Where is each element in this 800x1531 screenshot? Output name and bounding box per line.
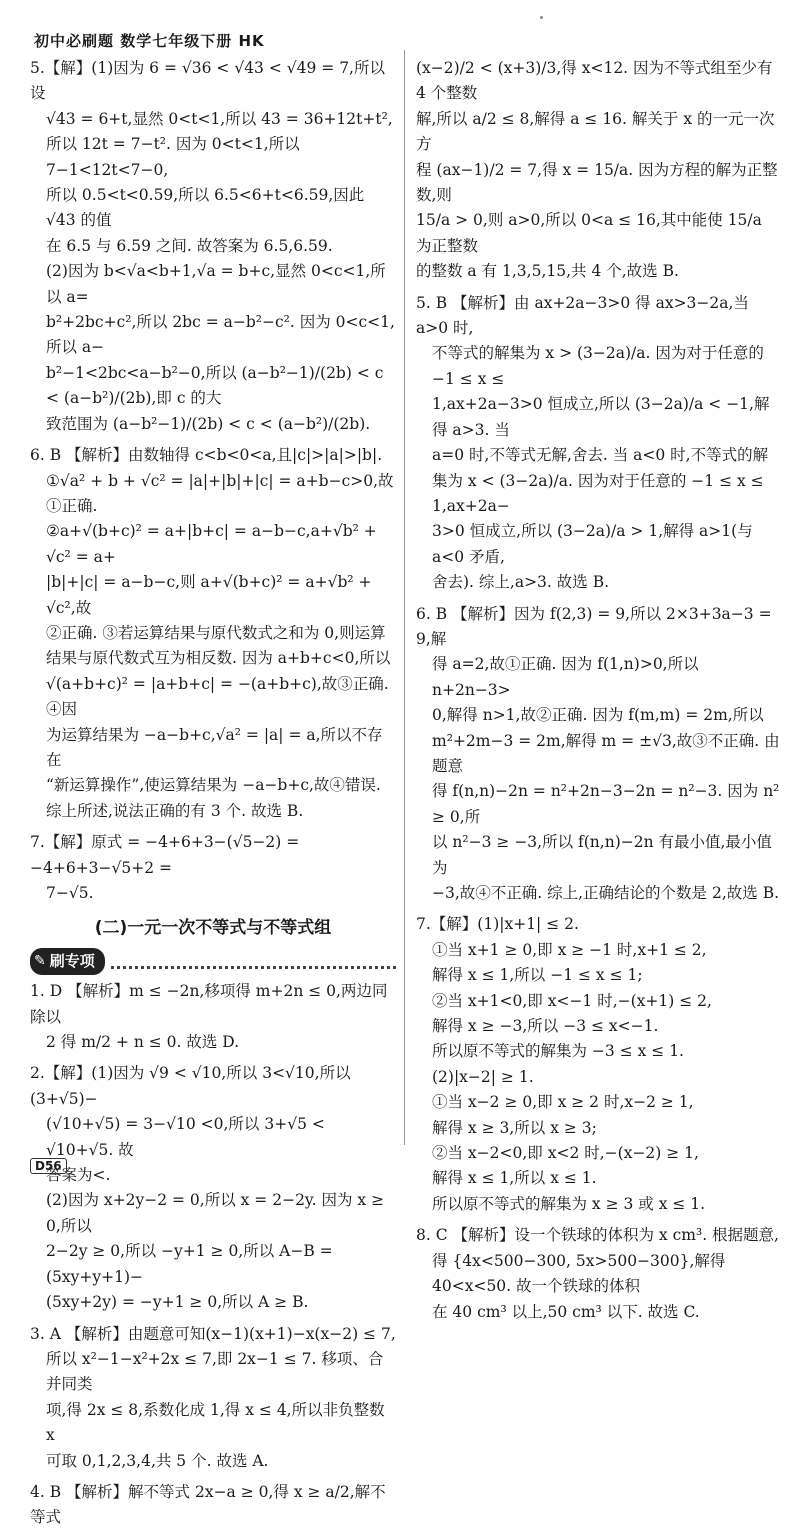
text-line: 7.【解】原式 = −4+6+3−(√5−2) = −4+6+3−√5+2 = <box>30 833 300 877</box>
answer-block-s7 <box>416 912 782 1217</box>
text-line: ②当 x+1<0,即 x<−1 时,−(x+1) ≤ 2, <box>432 991 712 1010</box>
text-line: 3>0 恒成立,所以 (3−2a)/a > 1,解得 a>1(与 a<0 矛盾, <box>432 522 753 566</box>
text-line: 得 a=2,故①正确. 因为 f(1,n)>0,所以 n+2n−3> <box>432 655 699 699</box>
text-line: 7−√5. <box>46 884 94 902</box>
page-header: 初中必刷题 数学七年级下册 HK <box>34 32 265 50</box>
text-line: 1,ax+2a−3>0 恒成立,所以 (3−2a)/a < −1,解得 a>3. 当 <box>432 395 770 439</box>
text-line: 所以原不等式的解集为 x ≥ 3 或 x ≤ 1. <box>432 1194 706 1213</box>
answer-block-s5 <box>416 291 782 596</box>
text-line: (2)|x−2| ≥ 1. <box>432 1067 534 1086</box>
text-line: 5.【解】(1)因为 6 = √36 < √43 < √49 = 7,所以设 <box>30 59 385 103</box>
text-line: m²+2m−3 = 2m,解得 m = ±√3,故③不正确. 由题意 <box>432 731 780 775</box>
section-title: (二)一元一次不等式与不等式组 <box>94 918 332 939</box>
right-column <box>416 56 782 1325</box>
text-line: 舍去). 综上,a>3. 故选 B. <box>432 573 610 592</box>
text-line: 答案为<. <box>46 1166 111 1185</box>
text-line: 结果与原代数式互为相反数. 因为 a+b+c<0,所以 <box>46 649 391 668</box>
text-line: (5xy+2y) = −y+1 ≥ 0,所以 A ≥ B. <box>46 1293 309 1312</box>
text-line: 得 f(n,n)−2n = n²+2n−3−2n = n²−3. 因为 n² ≥ 0,所 <box>432 782 780 826</box>
text-line: 6. B 【解析】因为 f(2,3) = 9,所以 2×3+3a−3 = 9,解 <box>416 604 772 648</box>
text-line: ①当 x−2 ≥ 0,即 x ≥ 2 时,x−2 ≥ 1, <box>432 1093 694 1112</box>
dotted-rule <box>111 954 396 969</box>
text-line: (2)因为 x+2y−2 = 0,所以 x = 2−2y. 因为 x ≥ 0,所以 <box>46 1191 385 1235</box>
text-line: 所以原不等式的解集为 −3 ≤ x ≤ 1. <box>432 1042 684 1061</box>
text-line: (√10+√5) = 3−√10 <0,所以 3+√5 < √10+√5. 故 <box>46 1115 325 1159</box>
text-line: ②a+√(b+c)² = a+|b+c| = a−b−c,a+√b² + √c² = a+ <box>46 522 377 566</box>
answer-block-s6 <box>416 602 782 907</box>
text-line: 综上所述,说法正确的有 3 个. 故选 B. <box>46 801 304 820</box>
text-line: 所以 0.5<t<0.59,所以 6.5<6+t<6.59,因此 √43 的值 <box>46 186 365 230</box>
text-line: a=0 时,不等式无解,舍去. 当 a<0 时,不等式的解 <box>432 446 769 465</box>
text-line: 在 6.5 与 6.59 之间. 故答案为 6.5,6.59. <box>46 236 333 255</box>
answer-block-s1 <box>30 979 396 1055</box>
practice-badge-row <box>30 948 396 975</box>
text-line: 1. D 【解析】m ≤ −2n,移项得 m+2n ≤ 0,两边同除以 <box>30 982 388 1026</box>
text-line: 所以 12t = 7−t². 因为 0<t<1,所以 7−1<12t<7−0, <box>46 135 300 179</box>
left-column <box>30 56 396 1531</box>
text-line: 解得 x ≥ 3,所以 x ≥ 3; <box>432 1118 597 1137</box>
text-line: 8. C 【解析】设一个铁球的体积为 x cm³. 根据题意, <box>416 1226 779 1245</box>
text-line: 6. B 【解析】由数轴得 c<b<0<a,且|c|>|a|>|b|. <box>30 446 383 465</box>
pen-icon: ✎ <box>34 952 46 969</box>
text-line: 解得 x ≤ 1,所以 x ≤ 1. <box>432 1169 597 1188</box>
text-line: (x−2)/2 < (x+3)/3,得 x<12. 因为不等式组至少有 4 个整数 <box>416 59 773 103</box>
text-line: 集为 x < (3−2a)/a. 因为对于任意的 −1 ≤ x ≤ 1,ax+2a− <box>432 471 764 515</box>
text-line: 15/a > 0,则 a>0,所以 0<a ≤ 16,其中能使 15/a 为正整数 <box>416 211 762 255</box>
text-line: 得 {4x<500−300, 5x>500−300},解得 40<x<50. 故一个铁球的体积 <box>432 1251 726 1296</box>
practice-badge <box>30 948 105 975</box>
text-line: (2)因为 b<√a<b+1,√a = b+c,显然 0<c<1,所以 a= <box>46 262 386 306</box>
text-line: 程 (ax−1)/2 = 7,得 x = 15/a. 因为方程的解为正整数,则 <box>416 160 778 205</box>
text-line: 解得 x ≥ −3,所以 −3 ≤ x<−1. <box>432 1017 659 1036</box>
text-line: −3,故④不正确. 综上,正确结论的个数是 2,故选 B. <box>432 884 780 902</box>
text-line: √(a+b+c)² = |a+b+c| = −(a+b+c),故③正确. ④因 <box>46 674 389 719</box>
text-line: 致范围为 (a−b²−1)/(2b) < c < (a−b²)/(2b). <box>46 414 371 433</box>
text-line: 不等式的解集为 x > (3−2a)/a. 因为对于任意的 −1 ≤ x ≤ <box>432 344 764 388</box>
answer-block-s2 <box>30 1061 396 1315</box>
text-line: “新运算操作”,使运算结果为 −a−b+c,故④错误. <box>46 776 381 795</box>
answer-block-s4 <box>30 1480 396 1531</box>
text-line: ①当 x+1 ≥ 0,即 x ≥ −1 时,x+1 ≤ 2, <box>432 940 707 959</box>
text-line: b²+2bc+c²,所以 2bc = a−b²−c². 因为 0<c<1,所以 a− <box>46 313 395 357</box>
answer-block-q6 <box>30 443 396 824</box>
text-line: ②当 x−2<0,即 x<2 时,−(x−2) ≥ 1, <box>432 1144 699 1163</box>
answer-block-q7 <box>30 830 396 906</box>
decorative-dot <box>540 16 543 19</box>
text-line: 为运算结果为 −a−b+c,√a² = |a| = a,所以不存在 <box>46 725 383 769</box>
text-line: √43 = 6+t,显然 0<t<1,所以 43 = 36+12t+t², <box>46 109 393 128</box>
text-line: 以 n²−3 ≥ −3,所以 f(n,n)−2n 有最小值,最小值为 <box>432 833 772 877</box>
text-line: 7.【解】(1)|x+1| ≤ 2. <box>416 915 579 934</box>
text-line: 2−2y ≥ 0,所以 −y+1 ≥ 0,所以 A−B = (5xy+y+1)− <box>46 1242 333 1286</box>
answer-block-q5 <box>30 56 396 437</box>
text-line: |b|+|c| = a−b−c,则 a+√(b+c)² = a+√b² + √c²,故 <box>46 573 372 617</box>
text-line: 在 40 cm³ 以上,50 cm³ 以下. 故选 C. <box>432 1302 700 1321</box>
text-line: 0,解得 n>1,故②正确. 因为 f(m,m) = 2m,所以 <box>432 706 764 725</box>
answer-block-s3 <box>30 1322 396 1474</box>
answer-block-s8 <box>416 1223 782 1325</box>
text-line: ②正确. ③若运算结果与原代数式之和为 0,则运算 <box>46 623 386 642</box>
column-divider <box>404 50 405 1145</box>
badge-label: 刷专项 <box>49 951 95 970</box>
text-line: 可取 0,1,2,3,4,共 5 个. 故选 A. <box>46 1451 269 1470</box>
text-line: b²−1<2bc<a−b²−0,所以 (a−b²−1)/(2b) < c < (a−b²)/(2b),即 c 的大 <box>46 363 384 408</box>
answer-block-s4-cont <box>416 56 782 285</box>
text-line: 2 得 m/2 + n ≤ 0. 故选 D. <box>46 1033 240 1052</box>
text-line: 所以 x²−1−x²+2x ≤ 7,即 2x−1 ≤ 7. 移项、合并同类 <box>46 1349 384 1394</box>
text-line: 的整数 a 有 1,3,5,15,共 4 个,故选 B. <box>416 262 679 281</box>
text-line: 2.【解】(1)因为 √9 < √10,所以 3<√10,所以(3+√5)− <box>30 1064 351 1108</box>
text-line: 5. B 【解析】由 ax+2a−3>0 得 ax>3−2a,当 a>0 时, <box>416 293 749 338</box>
text-line: 4. B 【解析】解不等式 2x−a ≥ 0,得 x ≥ a/2,解不等式 <box>30 1482 386 1527</box>
text-line: ①√a² + b + √c² = |a|+|b|+|c| = a+b−c>0,故①正确. <box>46 471 394 515</box>
text-line: 解得 x ≤ 1,所以 −1 ≤ x ≤ 1; <box>432 966 643 985</box>
text-line: 3. A 【解析】由题意可知(x−1)(x+1)−x(x−2) ≤ 7, <box>30 1324 396 1343</box>
text-line: 项,得 2x ≤ 8,系数化成 1,得 x ≤ 4,所以非负整数 x <box>46 1400 385 1445</box>
text-line: 解,所以 a/2 ≤ 8,解得 a ≤ 16. 解关于 x 的一元一次方 <box>416 109 775 154</box>
page-number: D56 <box>30 1158 67 1174</box>
